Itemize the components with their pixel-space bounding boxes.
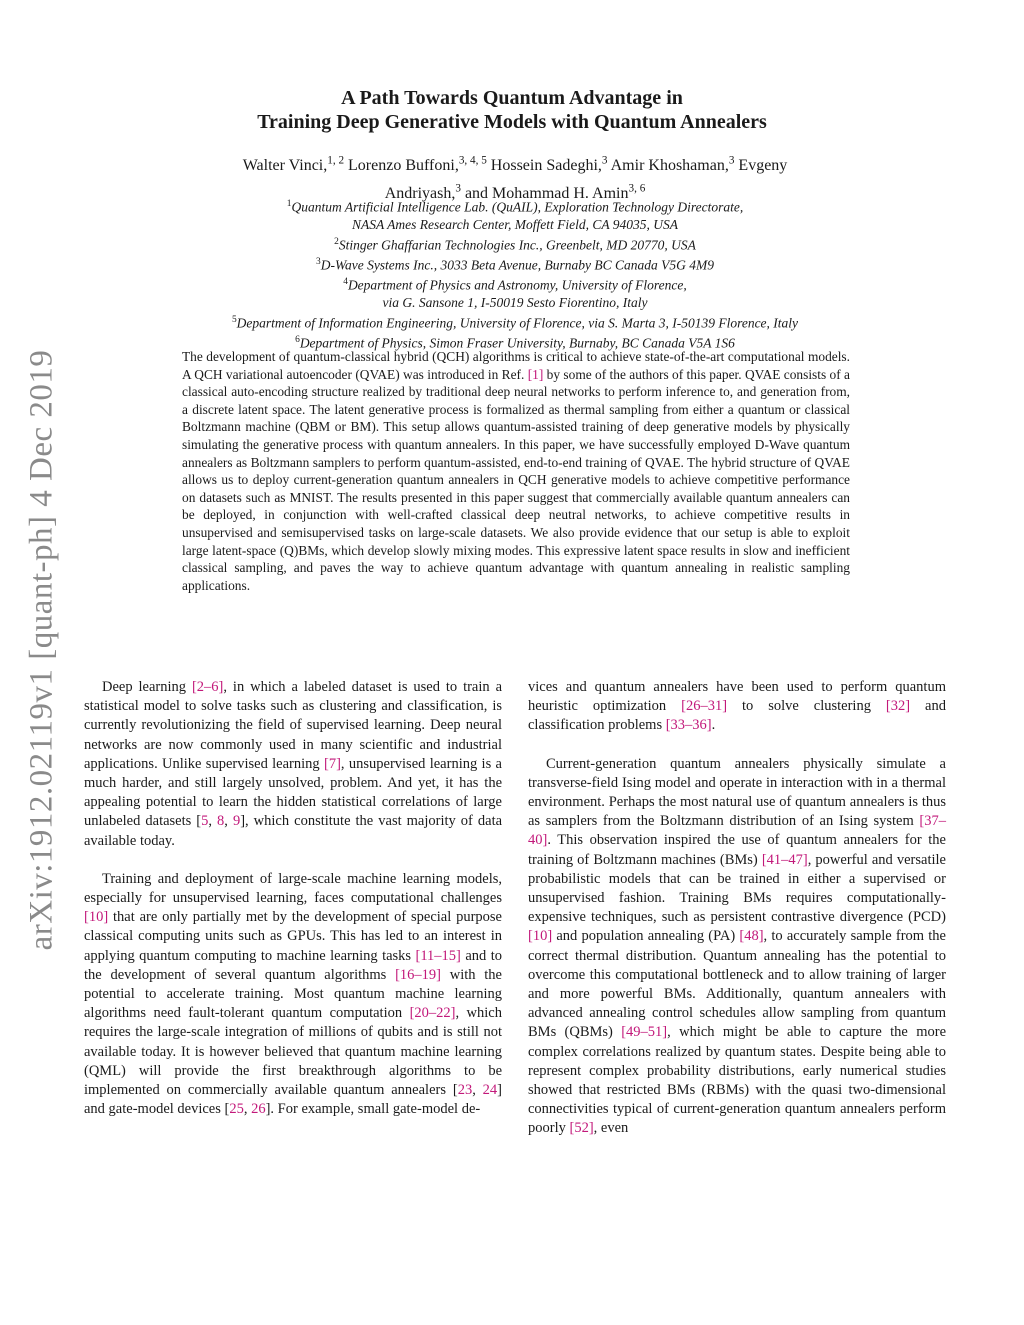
body-paragraph [528, 678, 946, 736]
citation-link[interactable]: [52] [569, 1120, 594, 1137]
affiliation-mark: 5 [231, 314, 237, 325]
affiliation-text: Quantum Artificial Intelligence Lab. (QuAIL), Exploration Technology Directorate, [291, 199, 744, 215]
author-affiliation-mark: 3 [455, 182, 461, 195]
author-name: Amir Khoshaman, [610, 157, 729, 175]
citation-link[interactable]: 8 [217, 813, 225, 830]
body-text: , in which a labeled dataset is used to train a statistical model to solve tasks such as clustering and classification, is currently revolutionizing the field of supervised learning. Deep neural networks are now commonly used in many scientific and industrial applications. Unlike supervised learning [84, 679, 503, 772]
arxiv-sidebar [22, 345, 62, 955]
body-text: that are only partially met by the development of special purpose classical computing units such as GPUs. This has led to an interest in applying quantum computing to machine learning tasks [84, 909, 502, 964]
author-name: and Mohammad H. Amin [464, 184, 629, 202]
body-text: and to the development of several quantum algorithms [84, 947, 502, 983]
citation-link[interactable]: [7] [324, 755, 341, 772]
author-name: Evgeny Andriyash, [384, 157, 788, 202]
paper-title [0, 86, 1024, 134]
affiliation [150, 312, 880, 332]
body-text: . [711, 717, 716, 734]
citation-link[interactable]: 5 [201, 813, 209, 830]
author-name: Hossein Sadeghi, [490, 157, 602, 175]
affiliation-text: Department of Physics, Simon Fraser University, Burnaby, BC Canada V5A 1S6 [299, 335, 735, 351]
affiliation-text: Stinger Ghaffarian Technologies Inc., Greenbelt, MD 20770, USA [338, 237, 696, 253]
citation-link[interactable]: [16–19] [395, 966, 441, 983]
citation-link[interactable]: [41–47] [761, 851, 808, 868]
author-affiliation-mark: 1, 2 [327, 155, 345, 167]
affiliation-text: D-Wave Systems Inc., 3033 Beta Avenue, Burnaby BC Canada V5G 4M9 [320, 257, 715, 273]
arxiv-id: arXiv:1912.02119v1 [quant-ph] 4 Dec 2019 [23, 349, 60, 951]
citation-link[interactable]: 23 [457, 1082, 473, 1099]
body-text: , unsupervised learning is a much harder, and still largely unsolved, problem. And yet, it has the appealing potential to learn the hidden statistical correlations of large unlabeled datasets [ [84, 755, 502, 830]
author [491, 157, 608, 174]
body-text: Deep learning [102, 679, 192, 695]
citation-link[interactable]: [10] [528, 928, 553, 945]
abstract-text: by some of the authors of this paper. QVAE consists of a classical auto-encoding structure realized by traditional deep neural networks to perform inference to, and generation from, a discrete latent space. The latent generative process is formalized as thermal sampling from either a quantum or classical Boltzmann machine (QBM or BM). This setup allows quantum-assisted training of deep generative models by physically simulating the generative process with quantum annealers. In this paper, we have successfully employed D-Wave quantum annealers as Boltzmann samplers to perform quantum-assisted, end-to-end training of QVAE. The hybrid structure of QVAE allows us to deploy current-generation quantum annealers in QCH generative models to achieve competitive performance on datasets such as MNIST. The results presented in this paper suggest that commercially available quantum annealers can be deployed, in conjunction with well-crafted classical deep neutral networks, to achieve competitive results in unsupervised and semisupervised tasks on large-scale datasets. We also provide evidence that our setup is able to exploit large latent-space (Q)BMs, which develop slowly mixing modes. This expressive latent space results in slow and inefficient classical sampling, and paves the way to achieve quantum advantage with quantum annealing in realistic sampling applications. [182, 366, 851, 593]
citation-link[interactable]: [37–40] [528, 813, 946, 849]
body-text: , [208, 813, 218, 830]
body-paragraph [84, 678, 502, 851]
body-text: , [472, 1082, 483, 1099]
affiliation-list [150, 196, 880, 352]
author [348, 157, 487, 174]
author-affiliation-mark: 3 [601, 155, 608, 167]
body-text: to solve clustering [727, 698, 886, 715]
citation-link[interactable]: [33–36] [665, 717, 712, 734]
affiliation-mark: 6 [295, 334, 300, 345]
body-text: ], which constitute the vast majority of data available today. [84, 813, 503, 849]
body-text: , which might be able to capture the more complex correlations realized by quantum states. Despite being able to represent complex probability distributions, early numerical studies showed that restricted BMs (RBMs) with the quasi two-dimensional connectivities typical of current-generation quantum annealers perform poorly [528, 1024, 946, 1137]
body-text: , [224, 813, 233, 830]
author-affiliation-mark: 3 [728, 155, 735, 167]
body-text: with the potential to accelerate training. Most quantum machine learning algorithms need fault-tolerant quantum computation [84, 966, 502, 1022]
title-line-1: A Path Towards Quantum Advantage in [341, 87, 683, 109]
body-paragraph [528, 755, 946, 1139]
author-name: Lorenzo Buffoni, [348, 157, 459, 175]
body-text: , to accurately sample from the correct thermal distribution. Quantum annealing has the potential to overcome this computational bottleneck and to allow training of larger and more powerful BMs. Additionally, quantum annealers with advanced annealing control schedules allow sampling from quantum BMs (QBMs) [528, 928, 946, 1041]
citation-link[interactable]: [32] [885, 698, 911, 715]
citation-link[interactable]: [2–6] [191, 679, 224, 695]
body-column-left [84, 678, 502, 1119]
author [243, 157, 344, 174]
affiliation-mark: 4 [343, 276, 348, 287]
author-affiliation-mark: 3, 4, 5 [458, 155, 487, 167]
citation-link[interactable]: [1] [527, 366, 544, 382]
citation-link[interactable]: [49–51] [621, 1024, 668, 1041]
author-affiliation-mark: 3, 6 [628, 182, 646, 195]
affiliation-text: NASA Ames Research Center, Moffett Field, CA 94035, USA [351, 217, 679, 233]
affiliation-text: Department of Information Engineering, University of Florence, via S. Marta 3, I-50139 Florence, Italy [236, 315, 799, 331]
author-name: Walter Vinci, [242, 157, 328, 175]
body-text: Training and deployment of large-scale machine learning models, especially for unsupervised learning, faces computational challenges [84, 870, 502, 907]
body-text: , even [593, 1120, 629, 1137]
body-text: vices and quantum annealers have been used to perform quantum heuristic optimization [528, 679, 946, 715]
citation-link[interactable]: [10] [84, 909, 109, 926]
title-line-2: Training Deep Generative Models with Quantum Annealers [257, 111, 767, 133]
affiliation-mark: 3 [315, 256, 321, 267]
author [611, 157, 735, 174]
affiliation [150, 234, 880, 254]
body-text: Current-generation quantum annealers physically simulate a transverse-field Ising model and operate in interaction with in a thermal environment. Perhaps the most natural use of quantum annealers is thus as samplers from the Boltzmann distribution of an Ising system [528, 755, 946, 830]
body-text: and population annealing (PA) [552, 928, 740, 945]
affiliation-mark: 1 [286, 199, 292, 209]
affiliation-text: via G. Sansone 1, I-50019 Sesto Fiorentino, Italy [382, 294, 648, 310]
affiliation [150, 254, 880, 274]
affiliation [150, 274, 880, 294]
citation-link[interactable]: [11–15] [415, 947, 461, 964]
abstract-text: The development of quantum-classical hybrid (QCH) algorithms is critical to achieve state-of-the-art computational models. A QCH variational autoencoder (QVAE) was introduced in Ref. [182, 349, 850, 382]
citation-link[interactable]: [20–22] [409, 1005, 456, 1022]
affiliation-text: Department of Physics and Astronomy, University of Florence, [347, 277, 687, 293]
body-column-right [528, 678, 946, 1139]
affiliation-mark: 2 [334, 236, 339, 247]
body-paragraph [84, 870, 502, 1120]
body-text: ] and gate-model devices [ [84, 1082, 503, 1118]
affiliation [150, 196, 880, 216]
body-text: , which requires the large-scale integration of millions of qubits and is still not available today. It is however believed that quantum machine learning (QML) will provide the first breakthrough algorithms to be implemented on commercially available quantum annealers [ [84, 1005, 502, 1099]
citation-link[interactable]: 25 [229, 1101, 244, 1118]
citation-link[interactable]: [48] [739, 928, 764, 945]
citation-link[interactable]: 26 [251, 1101, 266, 1118]
body-text: and classification problems [528, 698, 946, 734]
body-text: ]. For example, small gate-model de- [265, 1101, 481, 1118]
body-text: . This observation inspired the use of quantum annealers for the training of Boltzmann machines (BMs) [528, 832, 946, 868]
body-text: , powerful and versatile probabilistic models that can be trained in either a supervised or unsupervised fashion. Training BMs requires computationally-expensive techniques, such as persistent contrastive divergence (PCD) [528, 851, 946, 926]
body-text: , [243, 1101, 252, 1118]
citation-link[interactable]: 24 [482, 1082, 498, 1099]
citation-link[interactable]: [26–31] [681, 698, 728, 715]
abstract [182, 348, 850, 594]
citation-link[interactable]: 9 [232, 813, 241, 830]
